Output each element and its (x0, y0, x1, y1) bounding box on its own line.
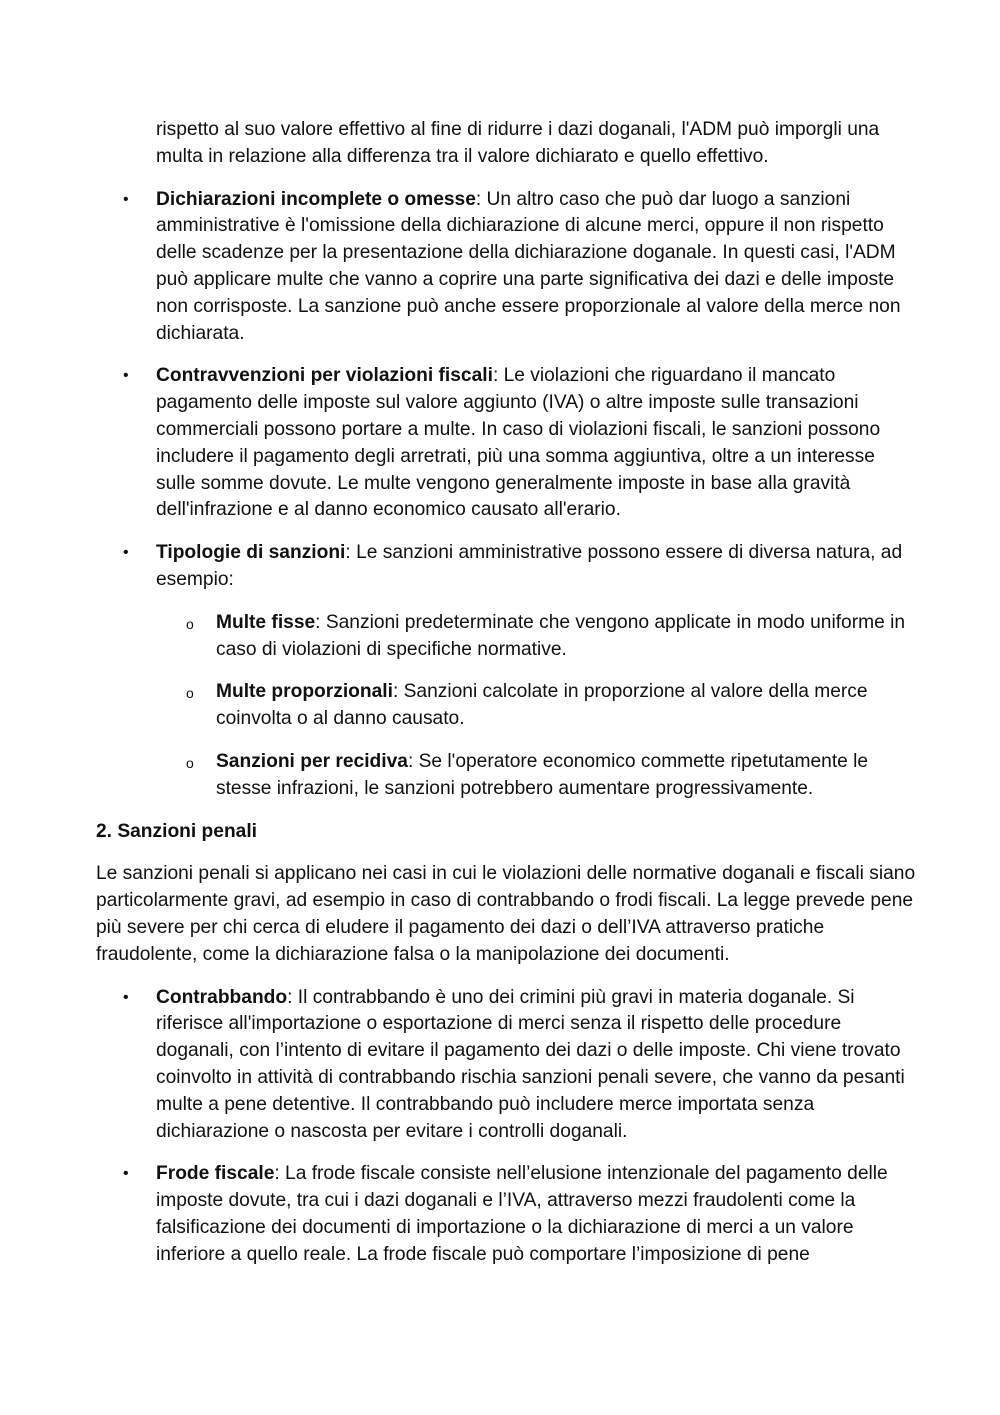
item-term: Dichiarazioni incomplete o omesse (156, 188, 476, 210)
item-text: : Le violazioni che riguardano il mancato pagamento delle imposte sul valore aggiunto (IVA) o altre imposte sulle transazioni commerciali possono portare a multe. In caso di violazioni fiscali, le sanzioni possono includere il pagamento degli arretrati, più una somma aggiuntiva, oltre a un interesse sulle somme dovute. Le multe vengono generalmente imposte in base alla gravità dell'infrazione e al danno economico causato all'erario. (156, 365, 881, 521)
sublist-item (156, 679, 916, 733)
list-item (96, 985, 916, 1146)
item-term: Multe fisse (216, 611, 316, 633)
list-item (96, 363, 916, 524)
list-item (96, 1161, 916, 1268)
sublist-item (156, 610, 916, 664)
item-text: : Sanzioni calcolate in proporzione al valore della merce coinvolta o al danno causato. (216, 681, 868, 730)
sanction-types-sublist (156, 610, 916, 803)
continuation-paragraph: rispetto al suo valore effettivo al fine di ridurre i dazi doganali, l'ADM può imporgli una multa in relazione alla differenza tra il valore dichiarato e quello effettivo. (156, 119, 880, 167)
penal-sanctions-list (96, 985, 916, 1269)
list-item (96, 540, 916, 802)
administrative-sanctions-list (96, 187, 916, 803)
item-term: Contravvenzioni per violazioni fiscali (156, 365, 493, 387)
item-term: Multe proporzionali (216, 681, 393, 703)
item-text: : Le sanzioni amministrative possono essere di diversa natura, ad esempio: (156, 542, 903, 590)
item-text: : Sanzioni predeterminate che vengono applicate in modo uniforme in caso di violazioni di specifiche normative. (216, 611, 906, 660)
item-text: : Il contrabbando è uno dei crimini più gravi in materia doganale. Si riferisce all'importazione o esportazione di merci senza il rispetto delle procedure doganali, con l’intento di evitare il pagamento dei dazi o delle imposte. Chi viene trovato coinvolto in attività di contrabbando rischia sanzioni penali severe, che vanno da pesanti multe a pene detentive. Il contrabbando può includere merce importata senza dichiarazione o nascosta per evitare i controlli doganali. (156, 986, 905, 1142)
section-heading: 2. Sanzioni penali (96, 820, 257, 842)
item-term: Contrabbando (156, 986, 288, 1008)
document-page (96, 117, 916, 1284)
item-text: : Un altro caso che può dar luogo a sanzioni amministrative è l'omissione della dichiarazione di alcune merci, oppure il non rispetto delle scadenze per la presentazione della dichiarazione doganale. In questi casi, l'ADM può applicare multe che vanno a coprire una parte significativa dei dazi e delle imposte non corrisposte. La sanzione può anche essere proporzionale al valore della merce non dichiarata. (156, 188, 901, 344)
sublist-item (156, 749, 916, 803)
section-paragraph: Le sanzioni penali si applicano nei casi in cui le violazioni delle normative doganali e fiscali siano particolarmente gravi, ad esempio in caso di contrabbando o frodi fiscali. La legge prevede pene più severe per chi cerca di eludere il pagamento dei dazi o dell’IVA attraverso pratiche fraudolente, come la dichiarazione falsa o la manipolazione dei documenti. (96, 863, 916, 965)
list-item (96, 187, 916, 348)
item-text: : Se l'operatore economico commette ripetutamente le stesse infrazioni, le sanzioni potrebbero aumentare progressivamente. (216, 750, 869, 799)
item-term: Frode fiscale (156, 1163, 275, 1185)
item-term: Sanzioni per recidiva (216, 750, 408, 772)
item-text: : La frode fiscale consiste nell’elusione intenzionale del pagamento delle imposte dovute, tra cui i dazi doganali e l’IVA, attraverso mezzi fraudolenti come la falsificazione dei documenti di importazione o la dichiarazione di merci a un valore inferiore a quello reale. La frode fiscale può comportare l’imposizione di pene (156, 1163, 888, 1265)
item-term: Tipologie di sanzioni (156, 542, 346, 564)
